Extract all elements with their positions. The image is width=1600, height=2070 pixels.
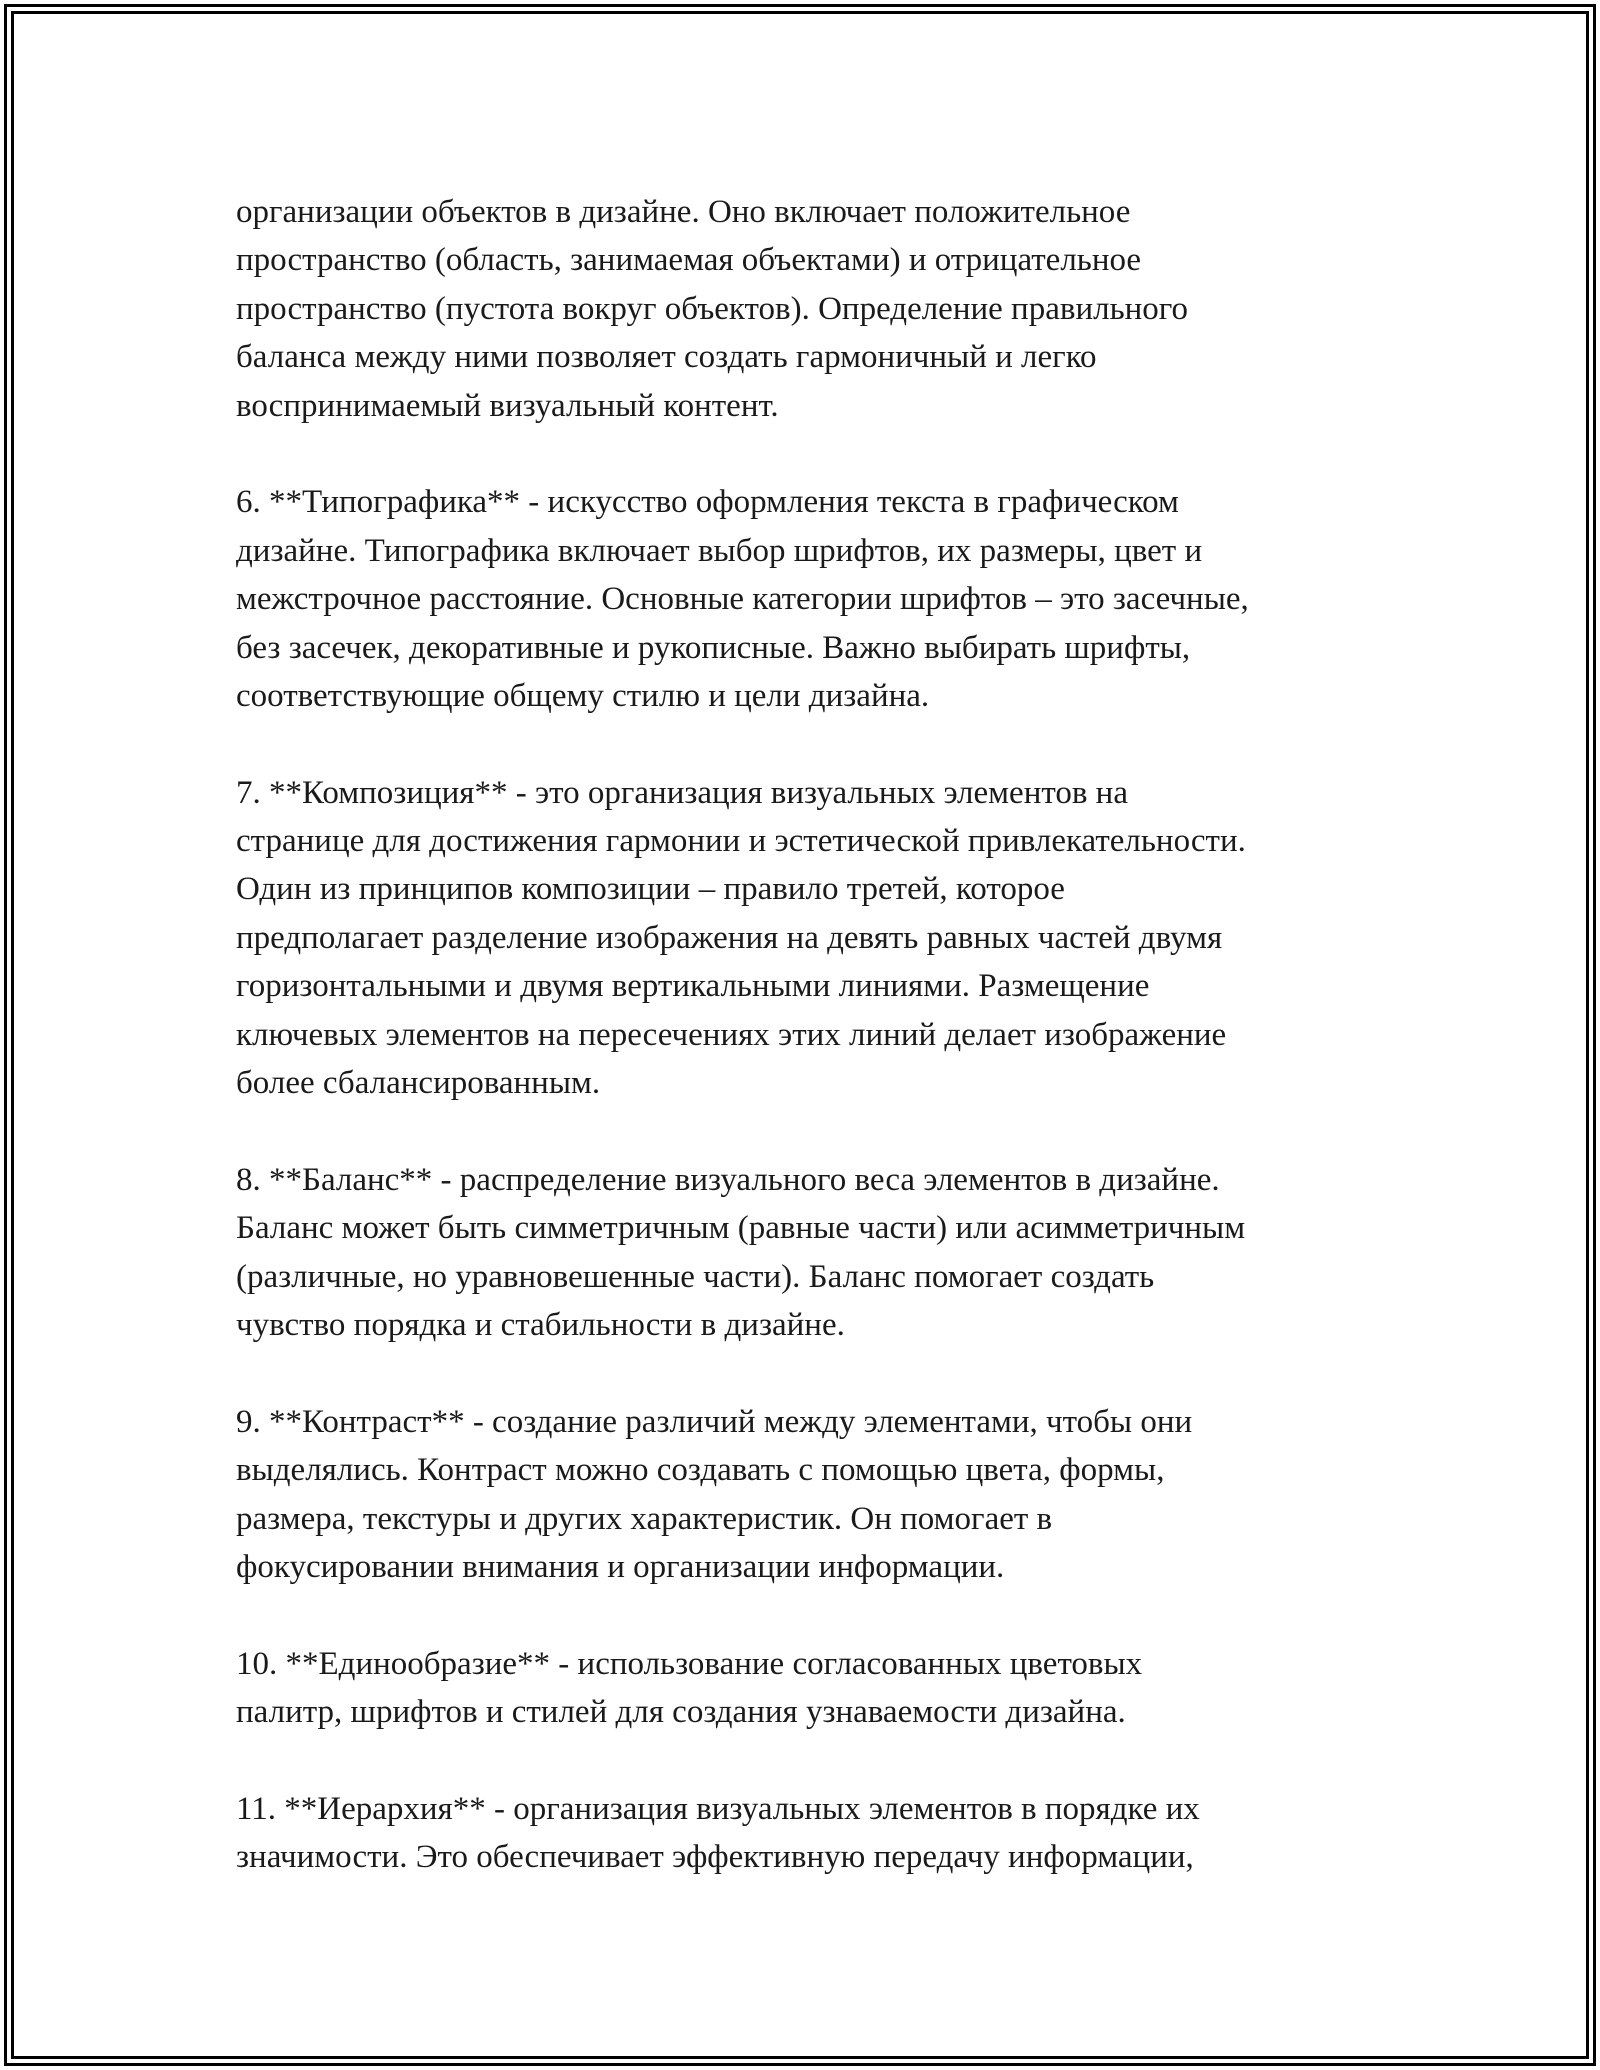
text-line: выделялись. Контраст можно создавать с помощью цвета, формы,: [236, 1452, 1165, 1489]
paragraph-spacer: [236, 1591, 1416, 1639]
text-line: фокусировании внимания и организации информации.: [236, 1548, 1005, 1585]
text-line: более сбалансированным.: [236, 1065, 601, 1102]
text-line: предполагает разделение изображения на девять равных частей двумя: [236, 919, 1223, 956]
text-line: странице для достижения гармонии и эстетической привлекательности.: [236, 823, 1246, 860]
text-line: баланса между ними позволяет создать гармоничный и легко: [236, 339, 1097, 376]
text-line: пространство (область, занимаемая объектами) и отрицательное: [236, 242, 1142, 279]
paragraph-spacer: [236, 1737, 1416, 1785]
paragraph-spacer: [236, 1349, 1416, 1397]
text-line: (различные, но уравновешенные части). Баланс помогает создать: [236, 1258, 1155, 1295]
text-line: чувство порядка и стабильности в дизайне.: [236, 1306, 845, 1343]
text-line: организации объектов в дизайне. Оно включает положительное: [236, 194, 1131, 230]
paragraph-spacer: [236, 430, 1416, 478]
text-line: Баланс может быть симметричным (равные части) или асимметричным: [236, 1210, 1246, 1247]
text-line: 10. **Единообразие** - использование согласованных цветовых: [236, 1645, 1143, 1682]
text-line: 8. **Баланс** - распределение визуального веса элементов в дизайне.: [236, 1161, 1220, 1198]
paragraph-typography: [236, 478, 1416, 720]
document-body: [236, 188, 1416, 1882]
paragraph-composition: [236, 769, 1416, 1108]
text-line: без засечек, декоративные и рукописные. Важно выбирать шрифты,: [236, 629, 1191, 666]
paragraph-contrast: [236, 1398, 1416, 1592]
text-line: соответствующие общему стилю и цели дизайна.: [236, 677, 930, 714]
text-line: дизайне. Типографика включает выбор шрифтов, их размеры, цвет и: [236, 532, 1203, 569]
paragraph-negative-space-continued: [236, 188, 1416, 430]
text-line: размера, текстуры и других характеристик. Он помогает в: [236, 1500, 1053, 1537]
text-line: палитр, шрифтов и стилей для создания узнаваемости дизайна.: [236, 1694, 1126, 1731]
text-line: Один из принципов композиции – правило третей, которое: [236, 871, 1065, 908]
text-line: 9. **Контраст** - создание различий между элементами, чтобы они: [236, 1403, 1193, 1440]
paragraph-consistency: [236, 1640, 1416, 1737]
text-line: воспринимаемый визуальный контент.: [236, 387, 779, 424]
text-line: значимости. Это обеспечивает эффективную передачу информации,: [236, 1839, 1194, 1876]
paragraph-spacer: [236, 720, 1416, 768]
text-line: горизонтальными и двумя вертикальными линиями. Размещение: [236, 968, 1150, 1005]
text-line: 7. **Композиция** - это организация визуальных элементов на: [236, 774, 1128, 811]
text-line: ключевых элементов на пересечениях этих линий делает изображение: [236, 1016, 1227, 1053]
paragraph-spacer: [236, 1107, 1416, 1155]
text-line: 6. **Типографика** - искусство оформления текста в графическом: [236, 484, 1179, 521]
text-line: пространство (пустота вокруг объектов). Определение правильного: [236, 290, 1188, 327]
paragraph-balance: [236, 1156, 1416, 1350]
text-line: 11. **Иерархия** - организация визуальных элементов в порядке их: [236, 1790, 1200, 1827]
paragraph-hierarchy: [236, 1785, 1416, 1882]
text-line: межстрочное расстояние. Основные категории шрифтов – это засечные,: [236, 581, 1249, 618]
